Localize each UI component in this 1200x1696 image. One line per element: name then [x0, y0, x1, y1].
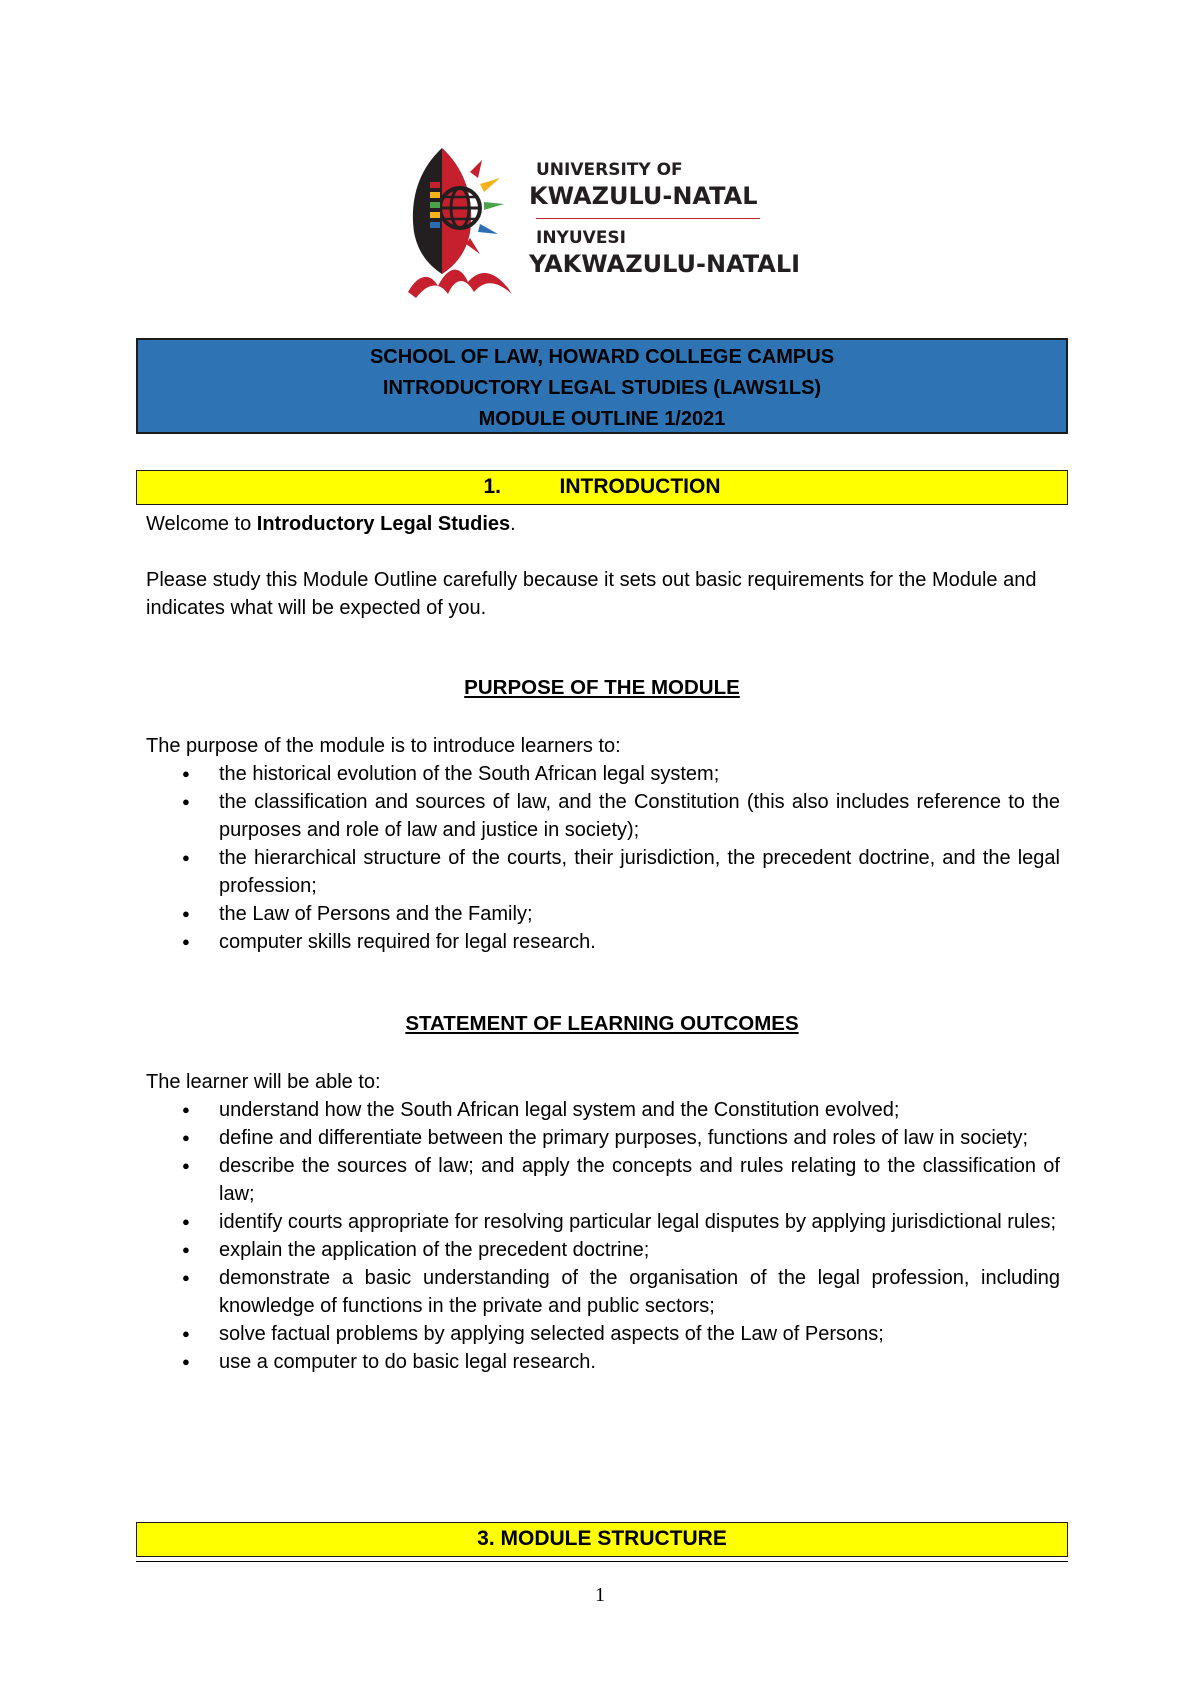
- list-item: ● the historical evolution of the South African legal system;: [146, 760, 1060, 788]
- logo-line-3: INYUVESI: [536, 228, 627, 248]
- title-line-module: INTRODUCTORY LEGAL STUDIES (LAWS1LS): [382, 377, 822, 399]
- list-item: ● use a computer to do basic legal research.: [146, 1348, 1060, 1376]
- module-title-box: [136, 338, 1068, 434]
- outcomes-list: [146, 1096, 1060, 1376]
- section-1-number: 1.: [483, 475, 502, 498]
- list-item: ● the Law of Persons and the Family;: [146, 900, 1060, 928]
- section-3-heading: 3. MODULE STRUCTURE: [136, 1522, 1068, 1557]
- list-item: ● describe the sources of law; and apply the concepts and rules relating to the classification of law;: [146, 1152, 1060, 1208]
- list-item: ● define and differentiate between the primary purposes, functions and roles of law in society;: [146, 1124, 1060, 1152]
- logo-line-1: UNIVERSITY OF: [536, 160, 683, 180]
- page-number: 1: [595, 1584, 605, 1606]
- module-name: Introductory Legal Studies: [256, 513, 511, 535]
- list-item: ● the hierarchical structure of the courts, their jurisdiction, the precedent doctrine, and the legal profession;: [146, 844, 1060, 900]
- logo-line-2: KWAZULU-NATAL: [529, 182, 758, 210]
- purpose-list: [146, 760, 1060, 956]
- section-1-title: INTRODUCTION: [559, 475, 721, 498]
- purpose-heading: PURPOSE OF THE MODULE: [464, 676, 740, 699]
- intro-paragraph: Please study this Module Outline carefully because it sets out basic requirements for the Module and indicates what will be expected of you.: [146, 569, 1037, 619]
- title-line-outline: MODULE OUTLINE 1/2021: [478, 408, 726, 430]
- logo-line-4: YAKWAZULU-NATALI: [529, 250, 801, 278]
- section-divider: [136, 1561, 1068, 1562]
- list-item: ● demonstrate a basic understanding of the organisation of the legal profession, including knowledge of functions in the private and public sectors;: [146, 1264, 1060, 1320]
- outcomes-heading: STATEMENT OF LEARNING OUTCOMES: [405, 1012, 799, 1035]
- list-item: ● identify courts appropriate for resolving particular legal disputes by applying jurisdictional rules;: [146, 1208, 1060, 1236]
- list-item: ● understand how the South African legal system and the Constitution evolved;: [146, 1096, 1060, 1124]
- purpose-lead: The purpose of the module is to introduce learners to:: [146, 735, 621, 757]
- title-line-school: SCHOOL OF LAW, HOWARD COLLEGE CAMPUS: [369, 346, 835, 368]
- welcome-line: Welcome to Introductory Legal Studies.: [146, 513, 516, 535]
- list-item: ● solve factual problems by applying selected aspects of the Law of Persons;: [146, 1320, 1060, 1348]
- list-item: ● the classification and sources of law, and the Constitution (this also includes reference to the purposes and role of law and justice in society);: [146, 788, 1060, 844]
- university-logo: [408, 142, 801, 302]
- list-item: ● explain the application of the precedent doctrine;: [146, 1236, 1060, 1264]
- outcomes-lead: The learner will be able to:: [146, 1071, 381, 1093]
- list-item: ● computer skills required for legal research.: [146, 928, 1060, 956]
- logo-divider: [536, 218, 760, 219]
- ukzn-shield-icon: [408, 142, 528, 302]
- section-1-heading: [136, 470, 1068, 505]
